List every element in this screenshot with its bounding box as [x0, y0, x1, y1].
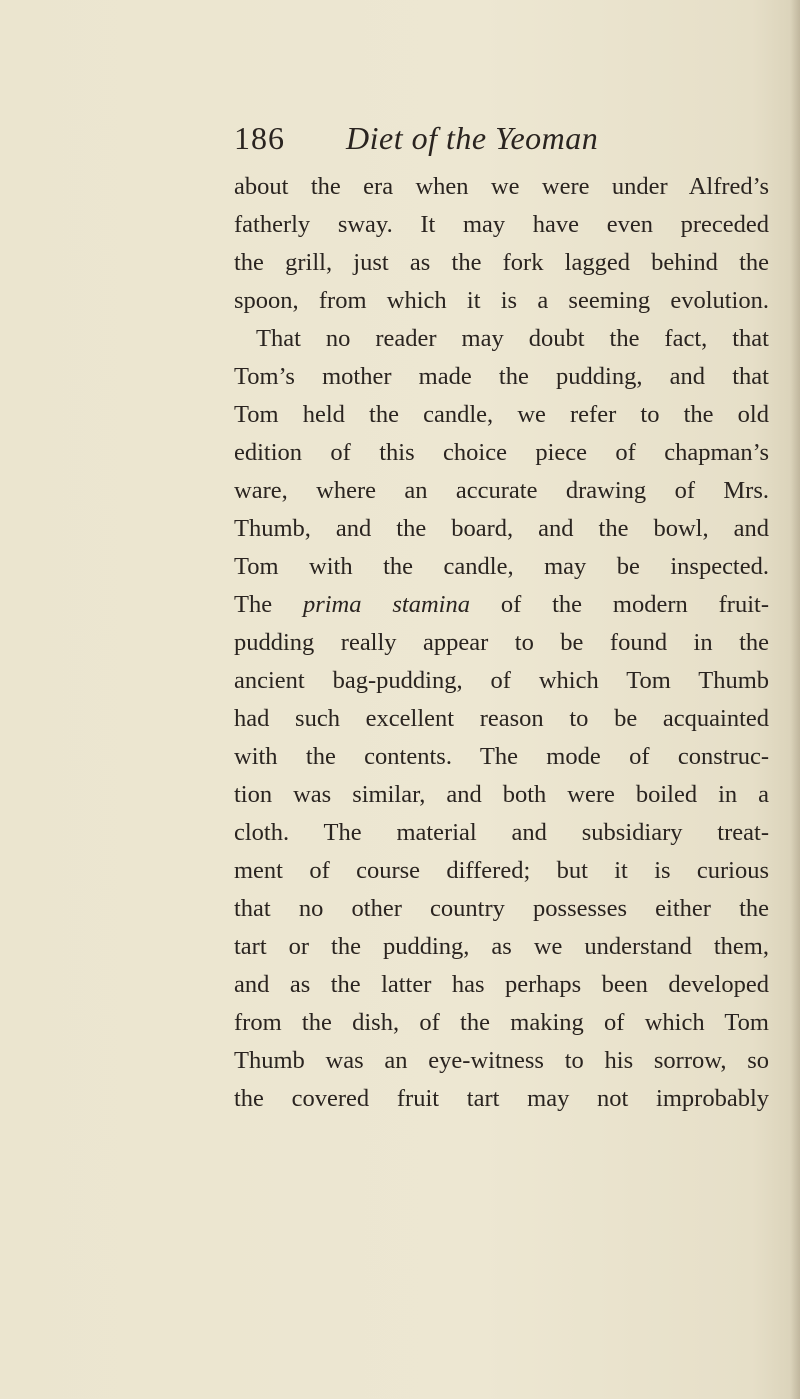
text-line-with-italic: [234, 586, 769, 624]
page-edge-shadow: [790, 0, 800, 1399]
page-number: 186: [234, 120, 285, 156]
text-line: tion was similar, and both were boiled in a: [234, 781, 769, 808]
text-line: Tom’s mother made the pudding, and that: [234, 363, 769, 390]
text-line: tart or the pudding, as we understand them,: [234, 933, 769, 960]
text-line: Thumb was an eye-witness to his sorrow, so: [234, 1047, 769, 1074]
running-head: [234, 118, 654, 158]
text-line: pudding really appear to be found in the: [234, 629, 769, 656]
text-line: the grill, just as the fork lagged behind the: [234, 249, 769, 276]
text-line: Tom with the candle, may be inspected.: [234, 553, 769, 580]
text-line: and as the latter has perhaps been developed: [234, 971, 769, 998]
text-line: That no reader may doubt the fact, that: [256, 325, 769, 352]
text-line: from the dish, of the making of which Tom: [234, 1009, 769, 1036]
text-line: the covered fruit tart may not improbably: [234, 1085, 769, 1112]
body-text: [234, 168, 769, 1118]
text-line: cloth. The material and subsidiary treat-: [234, 819, 769, 846]
text-line: had such excellent reason to be acquainted: [234, 705, 769, 732]
text-line: ment of course differed; but it is curious: [234, 857, 769, 884]
text-line: spoon, from which it is a seeming evolution.: [234, 287, 769, 314]
text-line: Tom held the candle, we refer to the old: [234, 401, 769, 428]
text-line: Thumb, and the board, and the bowl, and: [234, 515, 769, 542]
running-title: Diet of the Yeoman: [346, 120, 599, 156]
text-line: that no other country possesses either the: [234, 895, 769, 922]
text-line: with the contents. The mode of construc-: [234, 743, 769, 770]
text-line: fatherly sway. It may have even preceded: [234, 211, 769, 238]
text-fragment: The: [234, 591, 303, 618]
text-line: ancient bag-pudding, of which Tom Thumb: [234, 667, 769, 694]
text-line: edition of this choice piece of chapman’s: [234, 439, 769, 466]
text-line: about the era when we were under Alfred’s: [234, 173, 769, 200]
text-fragment: of the modern fruit-: [469, 591, 769, 618]
text-line: ware, where an accurate drawing of Mrs.: [234, 477, 769, 504]
italic-phrase: prima stamina: [302, 591, 470, 618]
